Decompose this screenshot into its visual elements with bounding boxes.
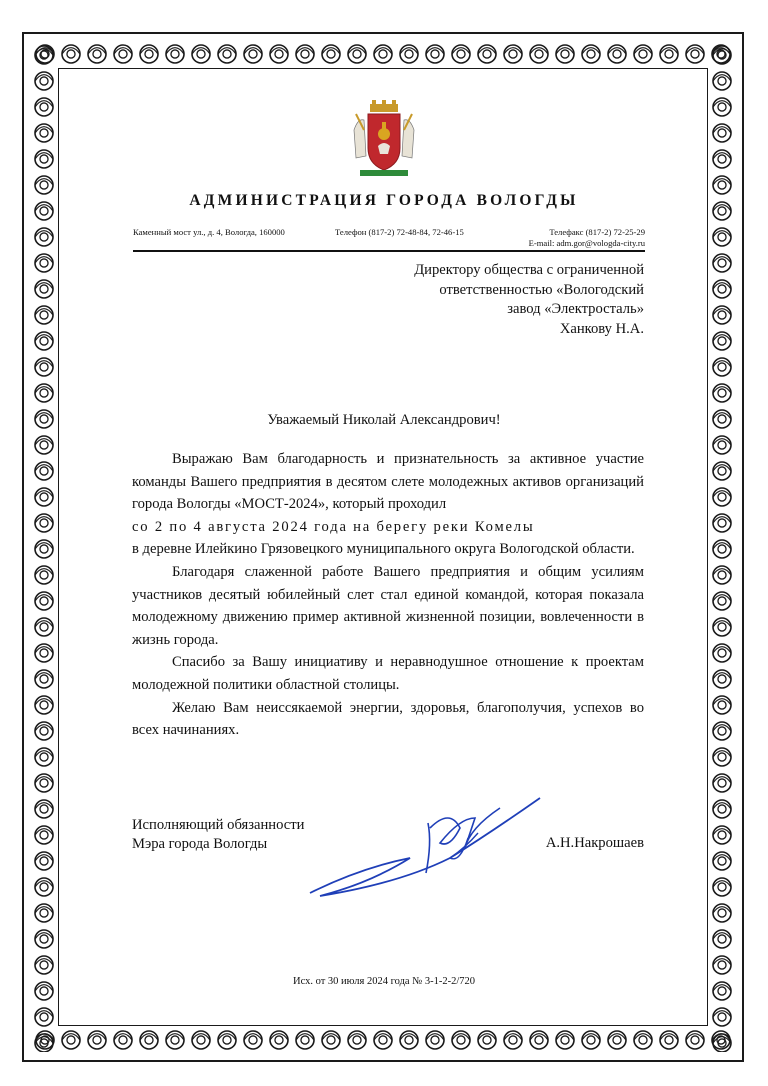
signer-name: А.Н.Накрошаев xyxy=(545,835,644,851)
organization-title: АДМИНИСТРАЦИЯ ГОРОДА ВОЛОГДЫ xyxy=(189,192,579,209)
signer-position xyxy=(132,816,304,854)
addressee-block xyxy=(324,261,644,339)
body-paragraph: со 2 по 4 августа 2024 года на берегу реки Комелы xyxy=(132,518,535,535)
addressee-line: Ханкову Н.А. xyxy=(559,320,644,337)
addressee-line: Директору общества с ограниченной xyxy=(414,262,644,278)
signer-position-line: Мэра города Вологды xyxy=(132,836,268,852)
body-paragraph: Благодаря слаженной работе Вашего предприятия и общим усилиям участников десятый юбилейный слет стал единой командой, которая показала молодежному движению пример активной жизненной позиции, вовлеченности в жизнь города. xyxy=(132,563,644,648)
ornament-border-bottom xyxy=(32,1028,734,1052)
letter-body xyxy=(132,448,644,742)
body-paragraph: Выражаю Вам благодарность и признательность за активное участие команды Вашего предприятия в десятом слете молодежных активов организаций города Вологды «МОСТ-2024», который проходил xyxy=(132,451,644,513)
email-text: E-mail: adm.gor@vologda-city.ru xyxy=(528,238,645,248)
handwritten-signature xyxy=(300,788,580,908)
ornament-border-top xyxy=(32,42,734,66)
header-divider xyxy=(133,250,645,252)
salutation: Уважаемый Николай Александрович! xyxy=(267,412,501,428)
addressee-line: ответственностью «Вологодский xyxy=(439,281,644,298)
body-paragraph: в деревне Илейкино Грязовецкого муниципального округа Вологодской области. xyxy=(132,541,635,558)
phone-text: Телефон (817-2) 72-48-84, 72-46-15 xyxy=(335,227,464,237)
addressee-line: завод «Электросталь» xyxy=(507,301,644,317)
body-paragraph: Желаю Вам неиссякаемой энергии, здоровья, благополучия, успехов во всех начинаниях. xyxy=(132,699,644,739)
address-text: Каменный мост ул., д. 4, Вологда, 160000 xyxy=(133,227,285,237)
body-paragraph: Спасибо за Вашу инициативу и неравнодушное отношение к проектам молодежной политики областной столицы. xyxy=(132,654,644,693)
fax-block xyxy=(529,227,645,249)
signer-position-line: Исполняющий обязанности xyxy=(132,817,305,833)
outgoing-number: Исх. от 30 июля 2024 года № 3-1-2-2/720 xyxy=(293,976,475,987)
fax-text: Телефакс (817-2) 72-25-29 xyxy=(549,227,645,237)
vologda-coat-of-arms-icon xyxy=(344,100,424,180)
